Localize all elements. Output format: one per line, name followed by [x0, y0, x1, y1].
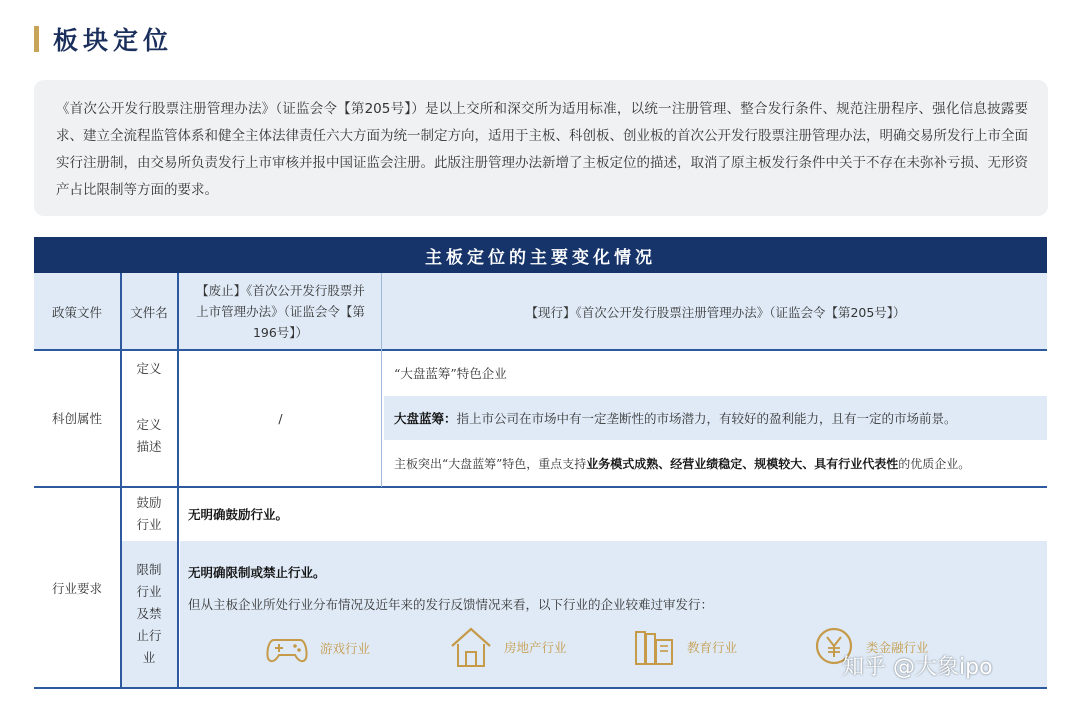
- kechuang-label: 科创属性: [51, 411, 102, 426]
- restrict-label: 限制行业及禁止行业: [136, 562, 162, 665]
- industry-label-game: 游戏行业: [320, 641, 371, 656]
- section-header: [34, 22, 173, 56]
- industry-label-quasi-finance: 类金融行业: [866, 640, 929, 655]
- divider: [34, 349, 1047, 351]
- industry-item-education: [633, 626, 737, 668]
- divider: [177, 273, 179, 689]
- header-current-rule: 【现行】《首次公开发行股票注册管理办法》（证监会令【第205号】）: [525, 304, 906, 320]
- industry-label-realestate: 房地产行业: [504, 640, 567, 655]
- industry-label-education: 教育行业: [687, 640, 738, 655]
- encourage-value-text: 无明确鼓励行业。: [188, 507, 289, 522]
- restrict-value: [180, 560, 1040, 584]
- divider: [381, 273, 382, 487]
- header-old-rule: 【废止】《首次公开发行股票并上市管理办法》（证监会令【第196号】）: [196, 283, 365, 340]
- definition-label: 定义: [136, 361, 162, 376]
- header-file-name: 文件名: [130, 304, 168, 320]
- restrict-note: 但从主板企业所处行业分布情况及近年来的发行反馈情况来看，以下行业的企业较难过审发行：: [188, 597, 714, 612]
- desc-focus-bold: 业务模式成熟、经营业绩稳定、规模较大、具有行业代表性: [586, 456, 899, 471]
- section-title: 板块定位: [53, 26, 174, 55]
- divider: [34, 486, 1047, 488]
- watermark: 知乎 @大象ipo: [842, 655, 993, 680]
- encourage-value: [180, 488, 1047, 540]
- definition-value: “大盘蓝筹”特色企业: [394, 366, 507, 381]
- desc-blue-chip-text: 指上市公司在市场中有一定垄断性的市场潜力，有较好的盈利能力，且有一定的市场前景。: [456, 411, 957, 426]
- encourage-label: 鼓励行业: [136, 495, 162, 532]
- old-rule-kechuang-value: /: [278, 410, 283, 426]
- accent-bar: [34, 26, 39, 52]
- restrict-value-text: 无明确限制或禁止行业。: [188, 565, 326, 580]
- industry-item-game: [264, 628, 370, 668]
- intro-text: 《首次公开发行股票注册管理办法》（证监会令【第205号】）是以上交所和深交所为适用标准，以统一注册管理、整合发行条件、规范注册程序、强化信息披露要求、建立全流程监管体系和健全主体法律责任六大方面为统一制定方向，适用于主板、科创板、创业板的首次公开发行股票注册管理办法，明确交易所发行上市全面实行注册制，由交易所负责发行上市审核并报中国证监会注册。此版注册管理办法新增了主板定位的描述，取消了原主板发行条件中关于不存在未弥补亏损、无形资产占比限制等方面的要求。: [56, 101, 1028, 198]
- industry-label: 行业要求: [51, 580, 102, 596]
- definition-desc-label: 定义描述: [136, 416, 162, 454]
- desc-blue-chip-term: 大盘蓝筹：: [394, 411, 457, 426]
- gamepad-icon: [264, 628, 310, 668]
- house-icon: [448, 624, 494, 670]
- desc-blue-chip: [384, 396, 1047, 440]
- divider: [34, 687, 1047, 689]
- books-icon: [633, 626, 677, 668]
- table-title: 主板定位的主要变化情况: [34, 237, 1047, 273]
- desc-main-board-focus: [384, 441, 1047, 485]
- header-policy-file: 政策文件: [51, 304, 102, 320]
- desc-focus-post: 的优质企业。: [898, 456, 971, 471]
- industry-item-realestate: [448, 624, 567, 670]
- intro-box: [34, 80, 1048, 216]
- desc-focus-pre: 主板突出“大盘蓝筹”特色，重点支持: [394, 456, 587, 471]
- divider: [120, 273, 122, 689]
